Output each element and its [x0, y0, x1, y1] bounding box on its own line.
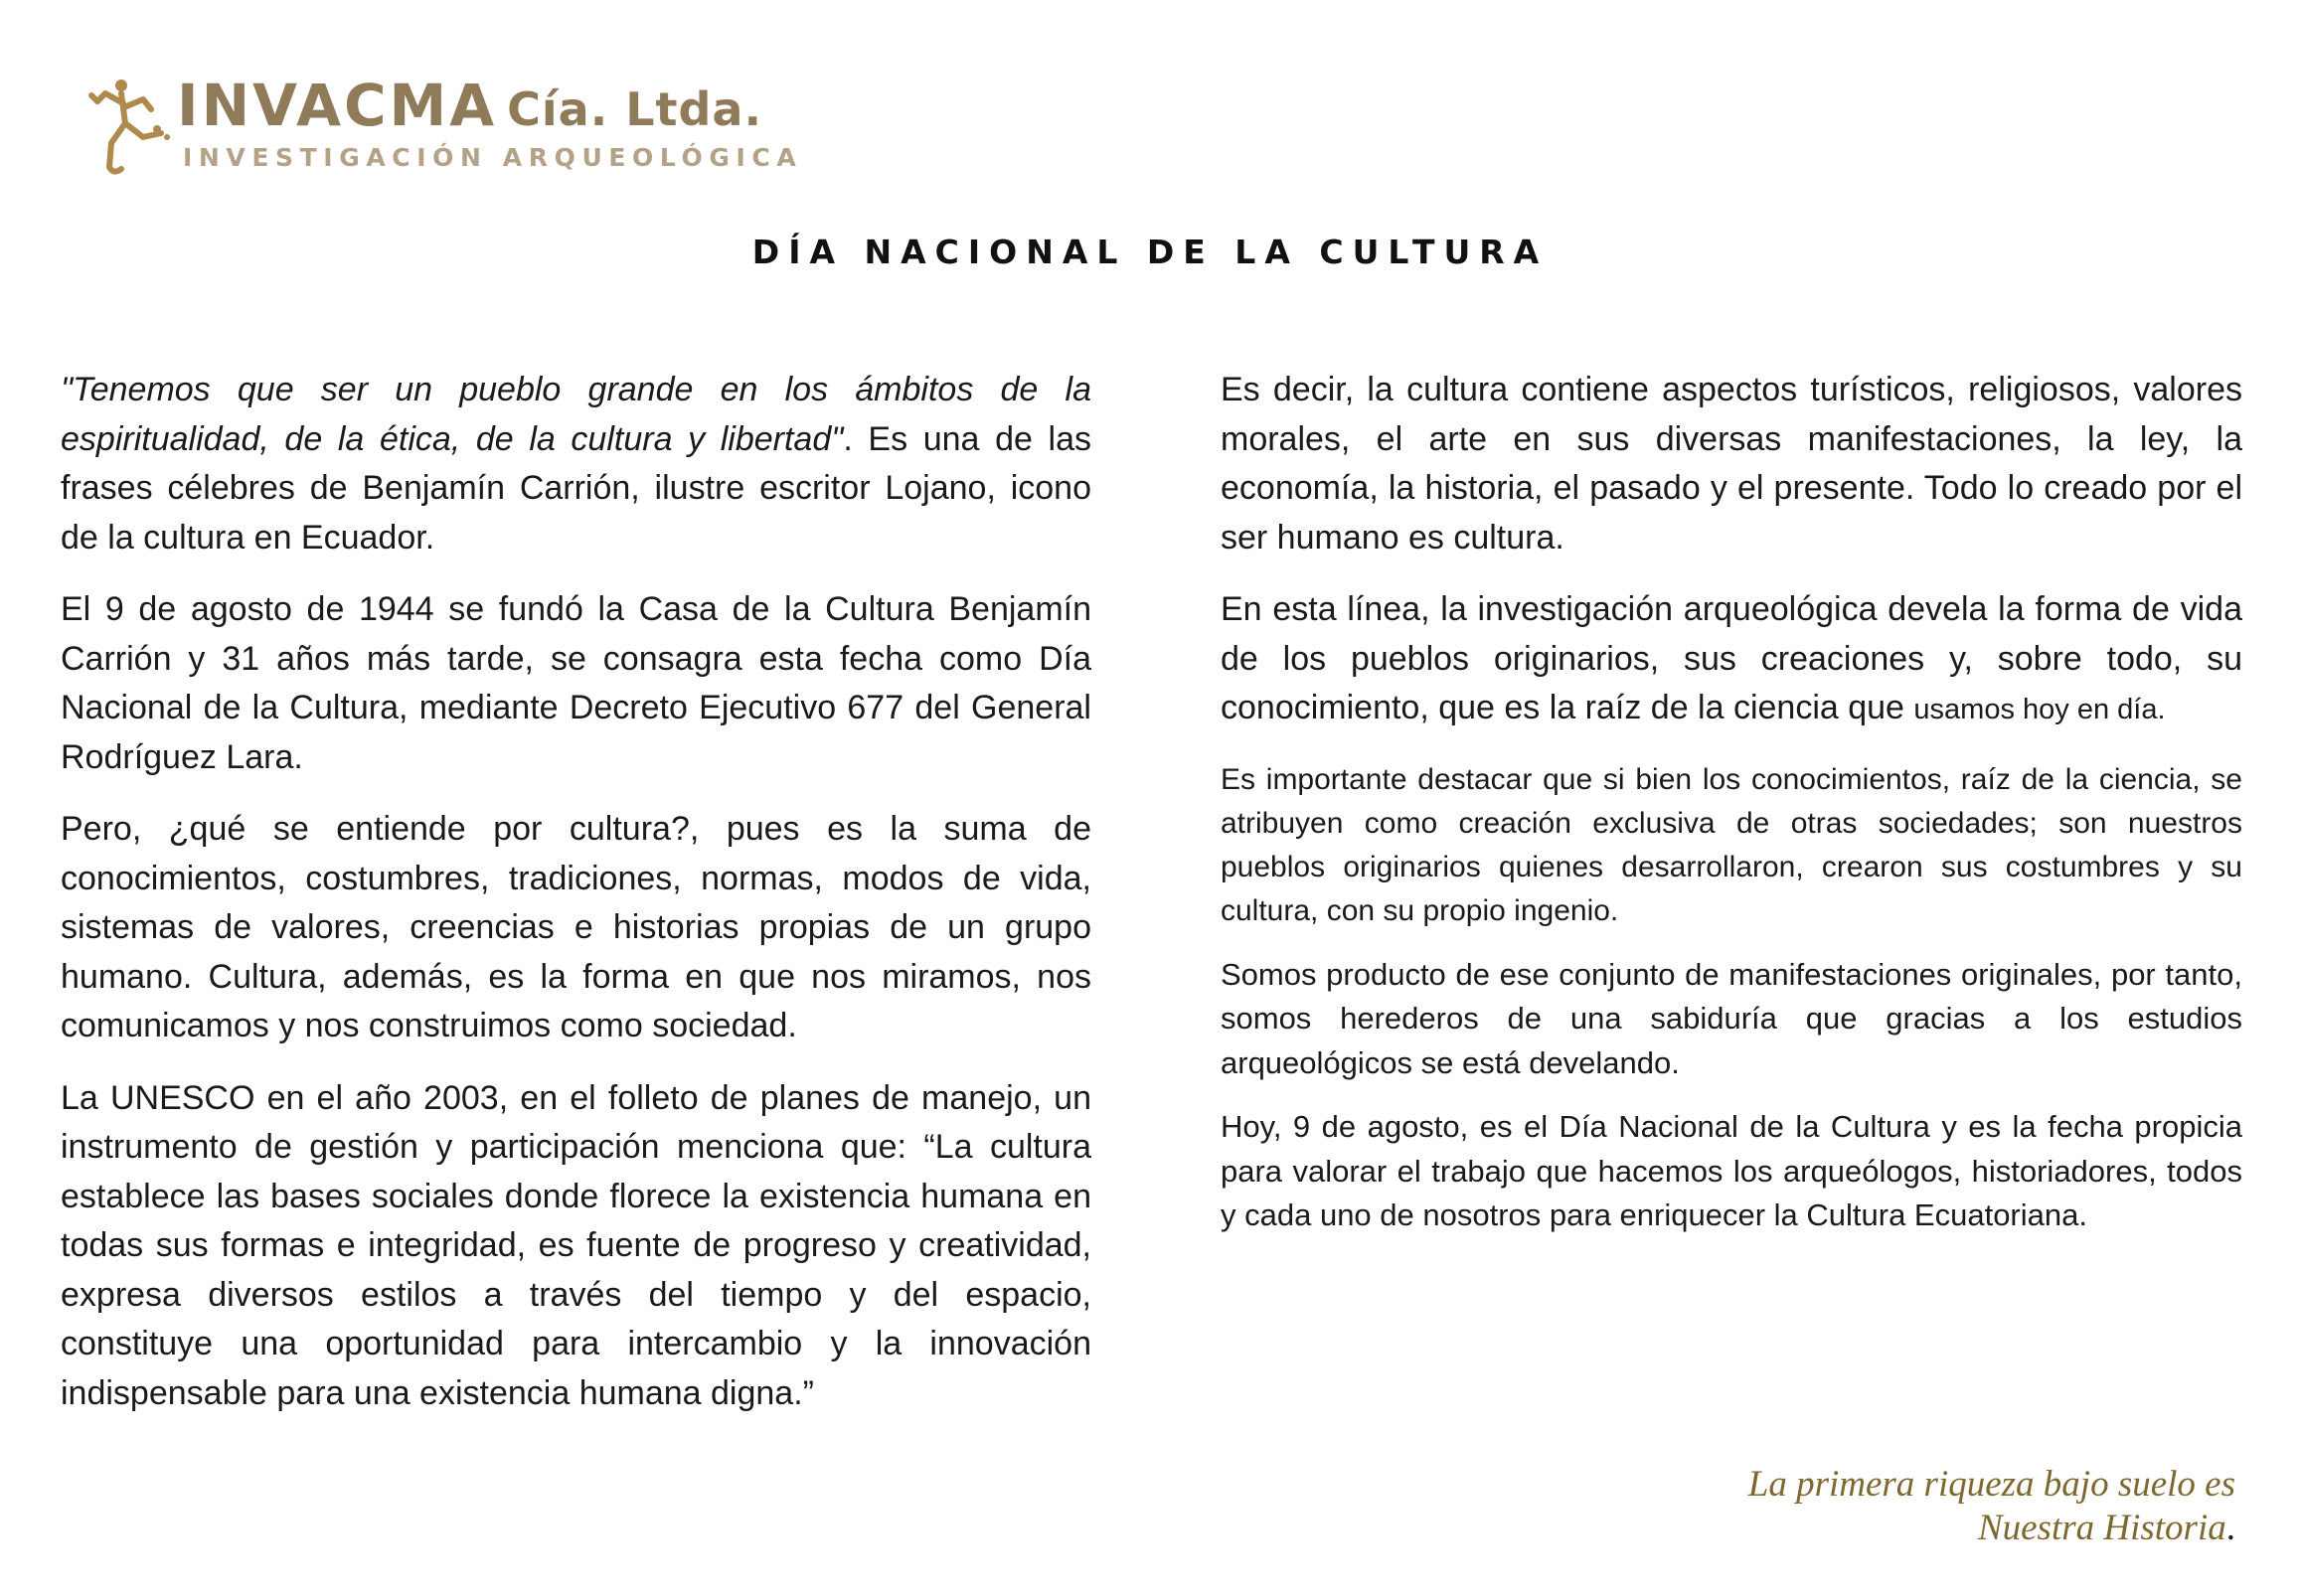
slogan-line-2 [1241, 1507, 2235, 1550]
paragraph-1 [61, 366, 1091, 562]
logo-tagline: INVESTIGACIÓN ARQUEOLÓGICA [183, 143, 803, 172]
slogan-line-1: La primera riqueza bajo suelo es [1747, 1464, 2235, 1505]
paragraph-4: La UNESCO en el año 2003, en el folleto de planes de manejo, un instrumento de gestión y participación menciona que: “La cultura establece las bases sociales donde florece la existencia humana en todas sus formas e integridad, es fuente de progreso y creatividad, expresa diversos estilos a través del tiempo y del espacio, constituye una oportunidad para intercambio y la innovación indispensable para una existencia humana digna.” [61, 1078, 1091, 1412]
logo-name: INVACMA Cía. Ltda. [177, 72, 762, 139]
paragraph-2: El 9 de agosto de 1944 se fundó la Casa de la Cultura Benjamín Carrión y 31 años más tarde, se consagra esta fecha como Día Nacional de la Cultura, mediante Decreto Ejecutivo 677 del General Rodríguez Lara. [61, 590, 1091, 776]
paragraph-9: Hoy, 9 de agosto, es el Día Nacional de la Cultura y es la fecha propicia para valorar el trabajo que hacemos los arqueólogos, historiadores, todos y cada uno de nosotros para enriquecer la Cultura Ecuatoriana. [1221, 1109, 2242, 1232]
logo-suffix: Cía. Ltda. [507, 82, 762, 136]
paragraph-6-text: En esta línea, la investigación arqueológica devela la forma de vida de los pueblos originarios, sus creaciones y, sobre todo, su conocimiento, que es la raíz de la ciencia que [1221, 590, 2242, 726]
left-column [61, 366, 1091, 1441]
footer-slogan [1241, 1463, 2235, 1550]
paragraph-6 [1221, 585, 2242, 735]
company-logo [70, 72, 803, 181]
dancing-figure-icon [70, 72, 179, 181]
benjamin-carrion-quote: "Tenemos que ser un pueblo grande en los ámbitos de la espiritualidad, de la ética, de la cultura y libertad" [61, 371, 1091, 458]
paragraph-8: Somos producto de ese conjunto de manifestaciones originales, por tanto, somos herederos de una sabiduría que gracias a los estudios arqueológicos se está develando. [1221, 956, 2242, 1080]
slogan-period: . [2225, 1508, 2235, 1548]
page-title: DÍA NACIONAL DE LA CULTURA [751, 233, 1549, 271]
paragraph-6-tail: usamos hoy en día. [1913, 694, 2166, 725]
paragraph-7: Es importante destacar que si bien los conocimientos, raíz de la ciencia, se atribuyen como creación exclusiva de otras sociedades; son nuestros pueblos originarios quienes desarrollaron, crearon sus costumbres y su cultura, con su propio ingenio. [1221, 762, 2242, 927]
paragraph-3: Pero, ¿qué se entiende por cultura?, pues es la suma de conocimientos, costumbres, tradiciones, normas, modos de vida, sistemas de valores, creencias e historias propias de un grupo humano. Cultura, además, es la forma en que nos miramos, nos comunicamos y nos construimos como sociedad. [61, 810, 1091, 1044]
right-column [1221, 366, 2242, 1258]
paragraph-1-text: . Es una de las frases célebres de Benjamín Carrión, ilustre escritor Lojano, icono de la cultura en Ecuador. [61, 419, 1091, 557]
paragraph-5: Es decir, la cultura contiene aspectos turísticos, religiosos, valores morales, el arte en sus diversas manifestaciones, la ley, la economía, la historia, el pasado y el presente. Todo lo creado por el ser humano es cultura. [1221, 371, 2242, 557]
slogan-line-2-text: Nuestra Historia [1977, 1508, 2226, 1548]
